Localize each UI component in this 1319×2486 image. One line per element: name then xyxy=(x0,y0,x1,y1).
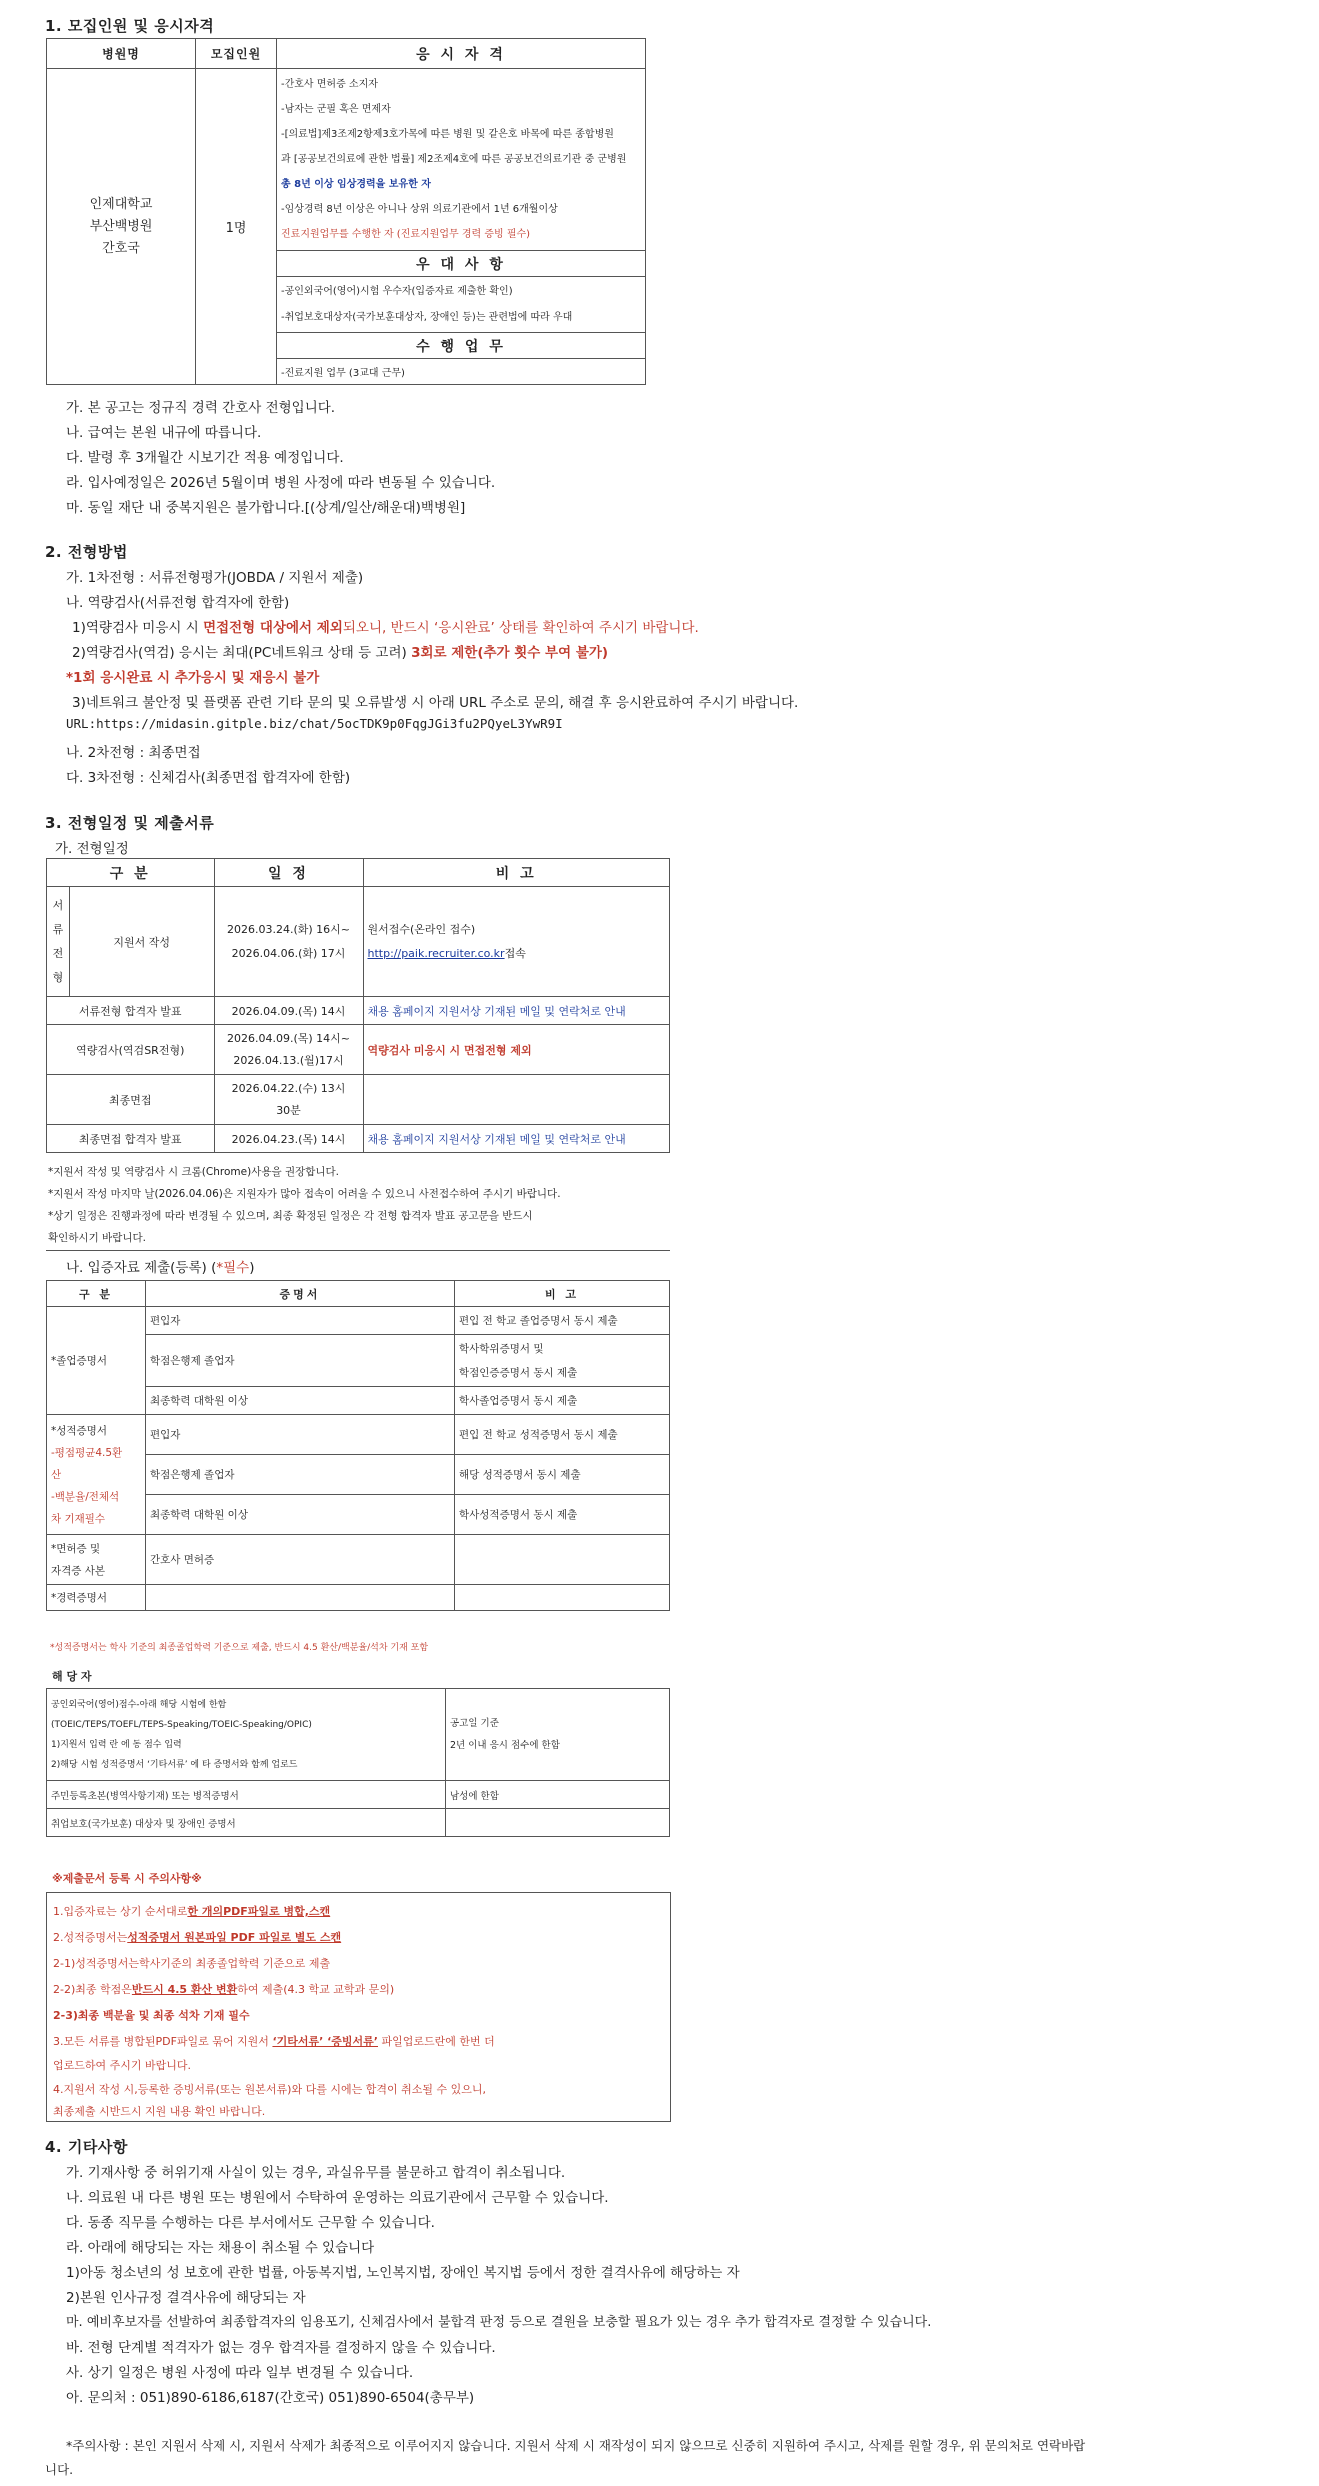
career-category: *경력증명서 xyxy=(47,1585,146,1611)
protect-note xyxy=(446,1809,670,1837)
date-line: 2026.04.13.(월)17시 xyxy=(233,1053,344,1067)
sched-row-label: 서류전형 합격자 발표 xyxy=(47,997,215,1025)
date-line: 30분 xyxy=(276,1103,301,1117)
sched-note: *지원서 작성 마지막 날(2026.04.06)은 지원자가 많아 접속이 어려울 수 있으니 사전접수하여 주시기 바랍니다. xyxy=(48,1188,561,1200)
s2-line: 나. 2차전형 : 최종면접 xyxy=(66,745,201,761)
grade-footnote: *성적증명서는 학사 기준의 최종졸업학력 기준으로 제출, 반드시 4.5 환산/백분율/석차 기재 포함 xyxy=(50,1643,429,1653)
docs-subtitle-text: ) xyxy=(249,1260,255,1276)
sched-col-type: 구 분 xyxy=(47,859,215,887)
duty-header: 수 행 업 무 xyxy=(277,333,646,359)
duty-text: -진료지원 업무 (3교대 근무) xyxy=(277,359,646,385)
qual-item: 진료지원업무를 수행한 자 (진료지원업무 경력 증빙 필수) xyxy=(281,229,531,240)
applicable-label: 해 당 자 xyxy=(52,1670,92,1683)
note-line: 공고일 기준 xyxy=(450,1717,499,1729)
s4-line: 다. 동종 직무를 수행하는 다른 부서에서도 근무할 수 있습니다. xyxy=(66,2215,435,2231)
s4-line: 바. 전형 단계별 적격자가 없는 경우 합격자를 결정하지 않을 수 있습니다. xyxy=(66,2340,496,2356)
pref-list xyxy=(277,277,646,333)
qualification-list xyxy=(277,69,646,251)
caution-text: 2.성적증명서는 xyxy=(53,1931,128,1944)
doc-cell xyxy=(146,1585,455,1611)
qual-item: -간호사 면허증 소지자 xyxy=(281,79,378,90)
section2-title: 2. 전형방법 xyxy=(45,543,128,561)
col-hospital: 병원명 xyxy=(47,39,196,69)
final-notice: *주의사항 : 본인 지원서 삭제 시, 지원서 삭제가 최종적으로 이루어지지 않습니다. 지원서 삭제 시 재작성이 되지 않으므로 신중히 지원하여 주시고, 삭제를 원할 경우, 위 문의처로 연락바랍 xyxy=(66,2438,1086,2453)
cat-line: 산 xyxy=(51,1468,62,1481)
caution-text: 1.입증자료는 상기 순서대로 xyxy=(53,1905,188,1918)
section4-title: 4. 기타사항 xyxy=(45,2138,128,2156)
qualification-table xyxy=(46,38,646,385)
protect-cell: 취업보호(국가보훈) 대상자 및 장애인 증명서 xyxy=(47,1809,446,1837)
caution-text: 파일업로드란에 한번 더 xyxy=(378,2035,495,2048)
final-notice: 니다. xyxy=(45,2462,74,2477)
lang-line: 2)해당 시험 성적증명서 ‘기타서류’ 에 타 증명서와 함께 업로드 xyxy=(51,1759,298,1770)
hospital-line: 부산백병원 xyxy=(89,218,153,234)
s2-line: 다. 3차전형 : 신체검사(최종면접 합격자에 한함) xyxy=(66,770,351,786)
qual-item: -남자는 군필 혹은 면제자 xyxy=(281,104,391,115)
apply-label: 지원서 작성 xyxy=(70,887,215,997)
lang-line: (TOEIC/TEPS/TOEFL/TEPS-Speaking/TOEIC-Speaking/OPIC) xyxy=(51,1719,312,1730)
s4-line: 아. 문의처 : 051)890-6186,6187(간호국) 051)890-6504(총무부) xyxy=(66,2390,475,2406)
sched-note: *지원서 작성 및 역량검사 시 크롬(Chrome)사용을 권장합니다. xyxy=(48,1166,339,1178)
documents-table xyxy=(46,1280,670,1611)
doc-cell: 편입 전 학교 성적증명서 동시 제출 xyxy=(455,1415,670,1455)
license-category xyxy=(47,1535,146,1585)
caution-line xyxy=(53,1981,394,1997)
date-line: 2026.04.06.(화) 17시 xyxy=(231,946,346,960)
doc-cell xyxy=(455,1535,670,1585)
doc-cell: 학사성적증명서 동시 제출 xyxy=(455,1495,670,1535)
caution-line: 업로드하여 주시기 바랍니다. xyxy=(53,2059,192,2072)
sched-note: 확인하시기 바랍니다. xyxy=(48,1232,146,1244)
sched-row-note xyxy=(363,1075,670,1125)
s1-note: 가. 본 공고는 정규직 경력 간호사 전형입니다. xyxy=(66,400,336,416)
required-mark: *필수 xyxy=(216,1260,250,1276)
s2-line: 나. 역량검사(서류전형 합격자에 한함) xyxy=(66,595,290,611)
s2-emph: 면접전형 대상에서 제외 xyxy=(203,620,343,636)
recruit-count: 1명 xyxy=(196,69,277,385)
s2-line xyxy=(72,641,608,661)
lang-line: 1)지원서 입력 란 에 동 점수 입력 xyxy=(51,1739,182,1750)
hospital-name xyxy=(47,69,196,385)
qual-text: 과 [공공보건의료에 관한 법률] 제2조제4호에 따른 공공보건의료기관 중 군병원 xyxy=(281,154,627,165)
sched-row-note: 역량검사 미응시 시 면접전형 제외 xyxy=(363,1025,670,1075)
docs-subtitle xyxy=(66,1256,254,1276)
qual-item xyxy=(281,122,641,147)
docs-subtitle-text: 나. 입증자료 제출(등록) ( xyxy=(66,1260,217,1276)
section3-title: 3. 전형일정 및 제출서류 xyxy=(45,814,215,832)
s1-note: 다. 발령 후 3개월간 시보기간 적용 예정입니다. xyxy=(66,450,344,466)
doc-cell: 해당 성적증명서 동시 제출 xyxy=(455,1455,670,1495)
caution-text: 3.모든 서류를 병합된PDF파일로 묶어 지원서 xyxy=(53,2035,273,2048)
caution-text: 하여 제출(4.3 학교 교학과 문의) xyxy=(237,1983,395,1996)
apply-note xyxy=(363,887,670,997)
doc-cell: 최종학력 대학원 이상 xyxy=(146,1387,455,1415)
doc-cell: 최종학력 대학원 이상 xyxy=(146,1495,455,1535)
qual-item: 총 8년 이상 임상경력을 보유한 자 xyxy=(281,179,431,190)
doc-cell: 편입자 xyxy=(146,1307,455,1335)
apply-date xyxy=(214,887,363,997)
caution-line xyxy=(53,1929,341,1945)
applicable-table xyxy=(46,1688,670,1837)
sched-row-date xyxy=(214,1075,363,1125)
doc-phase: 서류전형 xyxy=(47,887,70,997)
cat-line: *성적증명서 xyxy=(51,1424,107,1437)
pref-item: -취업보호대상자(국가보훈대상자, 장애인 등)는 관련법에 따라 우대 xyxy=(281,311,573,323)
s2-line: 가. 1차전형 : 서류전형평가(JOBDA / 지원서 제출) xyxy=(66,570,364,586)
doc-cell: 편입자 xyxy=(146,1415,455,1455)
note-text: 접속 xyxy=(504,946,526,960)
s2-line: 3)네트워크 불안정 및 플랫폼 관련 기타 문의 및 오류발생 시 아래 URL 주소로 문의, 해결 후 응시완료하여 주시기 바랍니다. xyxy=(72,695,799,711)
support-url[interactable]: URL:https://midasin.gitple.biz/chat/5ocTDK9p0FqgJGi3fu2PQyeL3YwR9I xyxy=(66,716,563,731)
date-line: 2026.03.24.(화) 16시~ xyxy=(226,922,351,936)
pref-header: 우 대 사 항 xyxy=(277,251,646,277)
cat-line: *면허증 및 xyxy=(51,1542,101,1555)
s4-line: 사. 상기 일정은 병원 사정에 따라 일부 변경될 수 있습니다. xyxy=(66,2365,414,2381)
caution-emph: ‘기타서류’ ‘증빙서류’ xyxy=(272,2035,378,2048)
caution-line xyxy=(53,1903,330,1919)
s1-note: 마. 동일 재단 내 중복지원은 불가합니다.[(상계/일산/해운대)백병원] xyxy=(66,500,466,516)
s4-line: 가. 기재사항 중 허위기재 사실이 있는 경우, 과실유무를 불문하고 합격이 취소됩니다. xyxy=(66,2165,566,2181)
cat-line: -평점평균4.5환 xyxy=(51,1446,123,1459)
caution-line: 2-1)성적증명서는학사기준의 최종졸업학력 기준으로 제출 xyxy=(53,1957,331,1970)
qual-item xyxy=(281,147,641,172)
sched-note: *상기 일정은 진행과정에 따라 변경될 수 있으며, 최종 확정된 일정은 각 전형 합격자 발표 공고문을 반드시 xyxy=(48,1210,533,1222)
s2-text: 1)역량검사 미응시 시 xyxy=(72,620,204,636)
s4-line: 2)본원 인사규정 결격사유에 해당되는 자 xyxy=(66,2290,306,2306)
sched-row-label: 최종면접 합격자 발표 xyxy=(47,1125,215,1153)
s2-line xyxy=(72,616,699,636)
cat-line: 자격증 사본 xyxy=(51,1564,106,1577)
lang-line: 공인외국어(영어)점수-아래 해당 시험에 한함 xyxy=(51,1699,227,1710)
caution-text: 2-2)최종 학점은 xyxy=(53,1983,132,1996)
s2-text: 되오니, 반드시 ‘응시완료’ 상태를 확인하여 주시기 바랍니다. xyxy=(342,620,699,636)
cat-line: -백분율/전체석 xyxy=(51,1490,120,1503)
caution-emph: 반드시 4.5 환산 변환 xyxy=(131,1983,238,1996)
caution-line: 2-3)최종 백분율 및 최종 석차 기재 필수 xyxy=(53,2009,250,2022)
col-qualification: 응 시 자 격 xyxy=(277,39,646,69)
sched-row-date: 2026.04.23.(목) 14시 xyxy=(214,1125,363,1153)
sched-col-date: 일 정 xyxy=(214,859,363,887)
qual-item: -임상경력 8년 이상은 아니나 상위 의료기관에서 1년 6개월이상 xyxy=(281,204,558,215)
lang-note xyxy=(446,1689,670,1781)
sched-row-label: 최종면접 xyxy=(47,1075,215,1125)
note-line: 2년 이내 응시 점수에 한함 xyxy=(450,1739,560,1751)
grade-category xyxy=(47,1415,146,1535)
note-line: 원서접수(온라인 접수) xyxy=(367,922,476,936)
s2-emph: 3회로 제한(추가 횟수 부여 불가) xyxy=(411,645,609,661)
date-line: 2026.04.22.(수) 13시 xyxy=(231,1081,346,1095)
s1-note: 나. 급여는 본원 내규에 따릅니다. xyxy=(66,425,262,441)
sched-row-date: 2026.04.09.(목) 14시 xyxy=(214,997,363,1025)
sched-row-label: 역량검사(역검SR전형) xyxy=(47,1025,215,1075)
doc-cell xyxy=(455,1585,670,1611)
military-note: 남성에 한함 xyxy=(446,1781,670,1809)
caution-emph: 한 개의PDF파일로 병합,스캔 xyxy=(187,1905,331,1918)
doc-line: 학점인증증명서 동시 제출 xyxy=(459,1366,578,1379)
section1-title: 1. 모집인원 및 응시자격 xyxy=(45,17,215,35)
s4-line: 나. 의료원 내 다른 병원 또는 병원에서 수탁하여 운영하는 의료기관에서 근무할 수 있습니다. xyxy=(66,2190,609,2206)
doc-cell: 학사졸업증명서 동시 제출 xyxy=(455,1387,670,1415)
caution-emph: 성적증명서 원본파일 PDF 파일로 별도 스캔 xyxy=(127,1931,342,1944)
caution-line: 4.지원서 작성 시,등록한 증빙서류(또는 원본서류)와 다를 시에는 합격이 취소될 수 있으니, xyxy=(53,2083,486,2096)
doc-cell xyxy=(455,1335,670,1387)
divider xyxy=(46,1250,670,1251)
doc-col-type: 구 분 xyxy=(47,1281,146,1307)
cat-line: 차 기재필수 xyxy=(51,1512,106,1525)
s2-text: 2)역량검사(역검) 응시는 최대(PC네트워크 상태 등 고려) xyxy=(72,645,412,661)
doc-cell: 학점은행제 졸업자 xyxy=(146,1335,455,1387)
qual-text: -[의료법]제3조제2항제3호가목에 따른 병원 및 같은호 바목에 따른 종합병원 xyxy=(281,129,614,140)
doc-line: 학사학위증명서 및 xyxy=(459,1342,544,1355)
s1-note: 라. 입사예정일은 2026년 5월이며 병원 사정에 따라 변동될 수 있습니다. xyxy=(66,475,496,491)
hospital-line: 간호국 xyxy=(102,240,140,256)
caution-line: 최종제출 시반드시 지원 내용 확인 바랍니다. xyxy=(53,2105,266,2118)
col-count: 모집인원 xyxy=(196,39,277,69)
lang-cell xyxy=(47,1689,446,1781)
note-line xyxy=(368,942,666,966)
caution-title: ※제출문서 등록 시 주의사항※ xyxy=(52,1872,202,1885)
doc-cell: 간호사 면허증 xyxy=(146,1535,455,1585)
sched-row-date xyxy=(214,1025,363,1075)
doc-col-cert: 증명서 xyxy=(146,1281,455,1307)
pref-item: -공인외국어(영어)시험 우수자(입증자료 제출한 확인) xyxy=(281,285,513,297)
doc-col-note: 비 고 xyxy=(455,1281,670,1307)
grad-category: *졸업증명서 xyxy=(47,1307,146,1415)
s4-line: 라. 아래에 해당되는 자는 채용이 취소될 수 있습니다 xyxy=(66,2240,375,2256)
schedule-subtitle: 가. 전형일정 xyxy=(55,841,129,857)
military-cell: 주민등록초본(병역사항기재) 또는 병적증명서 xyxy=(47,1781,446,1809)
schedule-table xyxy=(46,858,670,1153)
sched-row-note: 채용 홈페이지 지원서상 기재된 메일 및 연락처로 안내 xyxy=(363,997,670,1025)
doc-cell: 학점은행제 졸업자 xyxy=(146,1455,455,1495)
sched-col-note: 비 고 xyxy=(363,859,670,887)
s4-line: 1)아동 청소년의 성 보호에 관한 법률, 아동복지법, 노인복지법, 장애인 복지법 등에서 정한 결격사유에 해당하는 자 xyxy=(66,2265,740,2281)
recruit-site-link[interactable]: http://paik.recruiter.co.kr xyxy=(367,946,505,960)
caution-line xyxy=(53,2033,495,2049)
s2-line: *1회 응시완료 시 추가응시 및 재응시 불가 xyxy=(66,670,320,686)
doc-cell: 편입 전 학교 졸업증명서 동시 제출 xyxy=(455,1307,670,1335)
s4-line: 마. 예비후보자를 선발하여 최종합격자의 임용포기, 신체검사에서 불합격 판정 등으로 결원을 보충할 필요가 있는 경우 추가 합격자로 결정할 수 있습니다. xyxy=(66,2315,932,2330)
date-line: 2026.04.09.(목) 14시~ xyxy=(226,1031,351,1045)
sched-row-note: 채용 홈페이지 지원서상 기재된 메일 및 연락처로 안내 xyxy=(363,1125,670,1153)
hospital-line: 인제대학교 xyxy=(89,196,153,212)
